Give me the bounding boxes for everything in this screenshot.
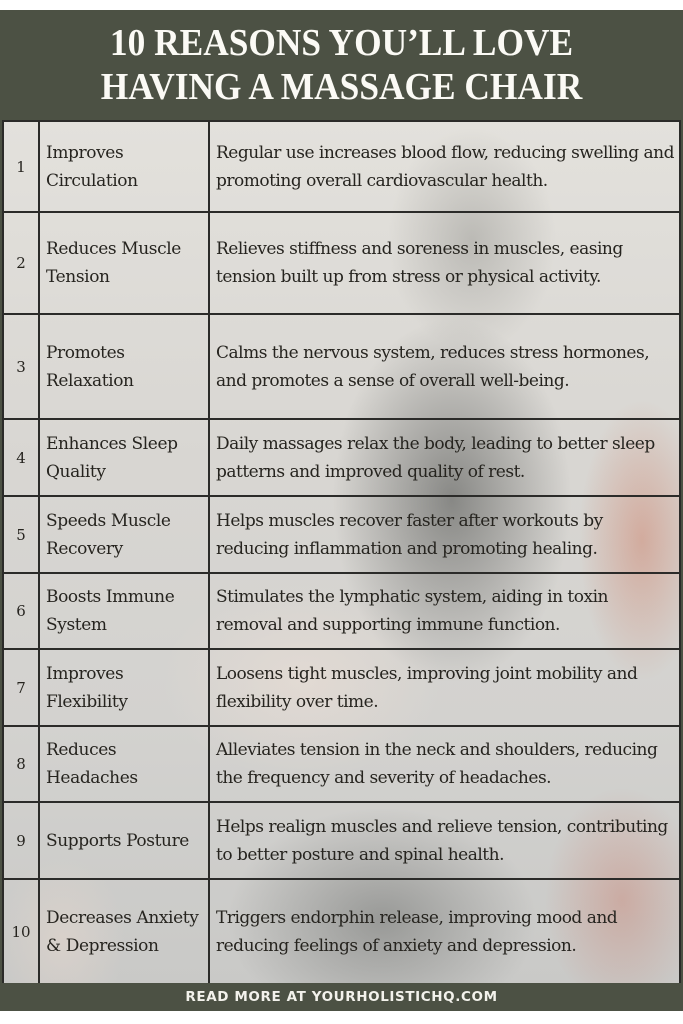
reason-description: Relieves stiffness and soreness in muscles, easing tension built up from stress or physical activity. xyxy=(209,212,680,314)
table-row xyxy=(3,121,680,212)
reason-number: 7 xyxy=(3,649,39,726)
reason-name: Reduces Muscle Tension xyxy=(39,212,209,314)
reason-number: 4 xyxy=(3,419,39,496)
reason-description: Helps muscles recover faster after workouts by reducing inflammation and promoting healing. xyxy=(209,496,680,573)
reason-description: Loosens tight muscles, improving joint mobility and flexibility over time. xyxy=(209,649,680,726)
table-row xyxy=(3,573,680,649)
table-row xyxy=(3,212,680,314)
page-title xyxy=(24,10,659,120)
reason-name: Improves Flexibility xyxy=(39,649,209,726)
reason-description: Alleviates tension in the neck and shoulders, reducing the frequency and severity of headaches. xyxy=(209,726,680,802)
table-row xyxy=(3,649,680,726)
reason-description: Regular use increases blood flow, reducing swelling and promoting overall cardiovascular health. xyxy=(209,121,680,212)
table-row xyxy=(3,802,680,879)
reason-description: Calms the nervous system, reduces stress hormones, and promotes a sense of overall well-being. xyxy=(209,314,680,419)
infographic-card xyxy=(0,10,683,1011)
reason-description: Daily massages relax the body, leading to better sleep patterns and improved quality of rest. xyxy=(209,419,680,496)
reason-number: 10 xyxy=(3,879,39,983)
reason-name: Speeds Muscle Recovery xyxy=(39,496,209,573)
reason-description: Triggers endorphin release, improving mood and reducing feelings of anxiety and depression. xyxy=(209,879,680,983)
reason-name: Reduces Headaches xyxy=(39,726,209,802)
reason-description: Stimulates the lymphatic system, aiding in toxin removal and supporting immune function. xyxy=(209,573,680,649)
reason-name: Promotes Relaxation xyxy=(39,314,209,419)
reason-name: Improves Circulation xyxy=(39,121,209,212)
reason-number: 1 xyxy=(3,121,39,212)
table-row xyxy=(3,879,680,983)
reason-number: 9 xyxy=(3,802,39,879)
reason-name: Decreases Anxiety & Depression xyxy=(39,879,209,983)
reason-number: 2 xyxy=(3,212,39,314)
reason-number: 6 xyxy=(3,573,39,649)
reason-name: Boosts Immune System xyxy=(39,573,209,649)
title-line-2: HAVING A MASSAGE CHAIR xyxy=(100,66,583,108)
reason-number: 3 xyxy=(3,314,39,419)
table-row xyxy=(3,496,680,573)
reasons-table-container xyxy=(2,120,681,983)
reasons-table xyxy=(2,120,681,983)
read-more-footer[interactable]: READ MORE AT YOURHOLISTICHQ.COM xyxy=(185,989,498,1005)
reason-number: 5 xyxy=(3,496,39,573)
table-row xyxy=(3,419,680,496)
reason-name: Supports Posture xyxy=(39,802,209,879)
reason-description: Helps realign muscles and relieve tension, contributing to better posture and spinal health. xyxy=(209,802,680,879)
title-line-1: 10 REASONS YOU’LL LOVE xyxy=(109,22,574,64)
table-row xyxy=(3,314,680,419)
reason-number: 8 xyxy=(3,726,39,802)
reason-name: Enhances Sleep Quality xyxy=(39,419,209,496)
table-row xyxy=(3,726,680,802)
